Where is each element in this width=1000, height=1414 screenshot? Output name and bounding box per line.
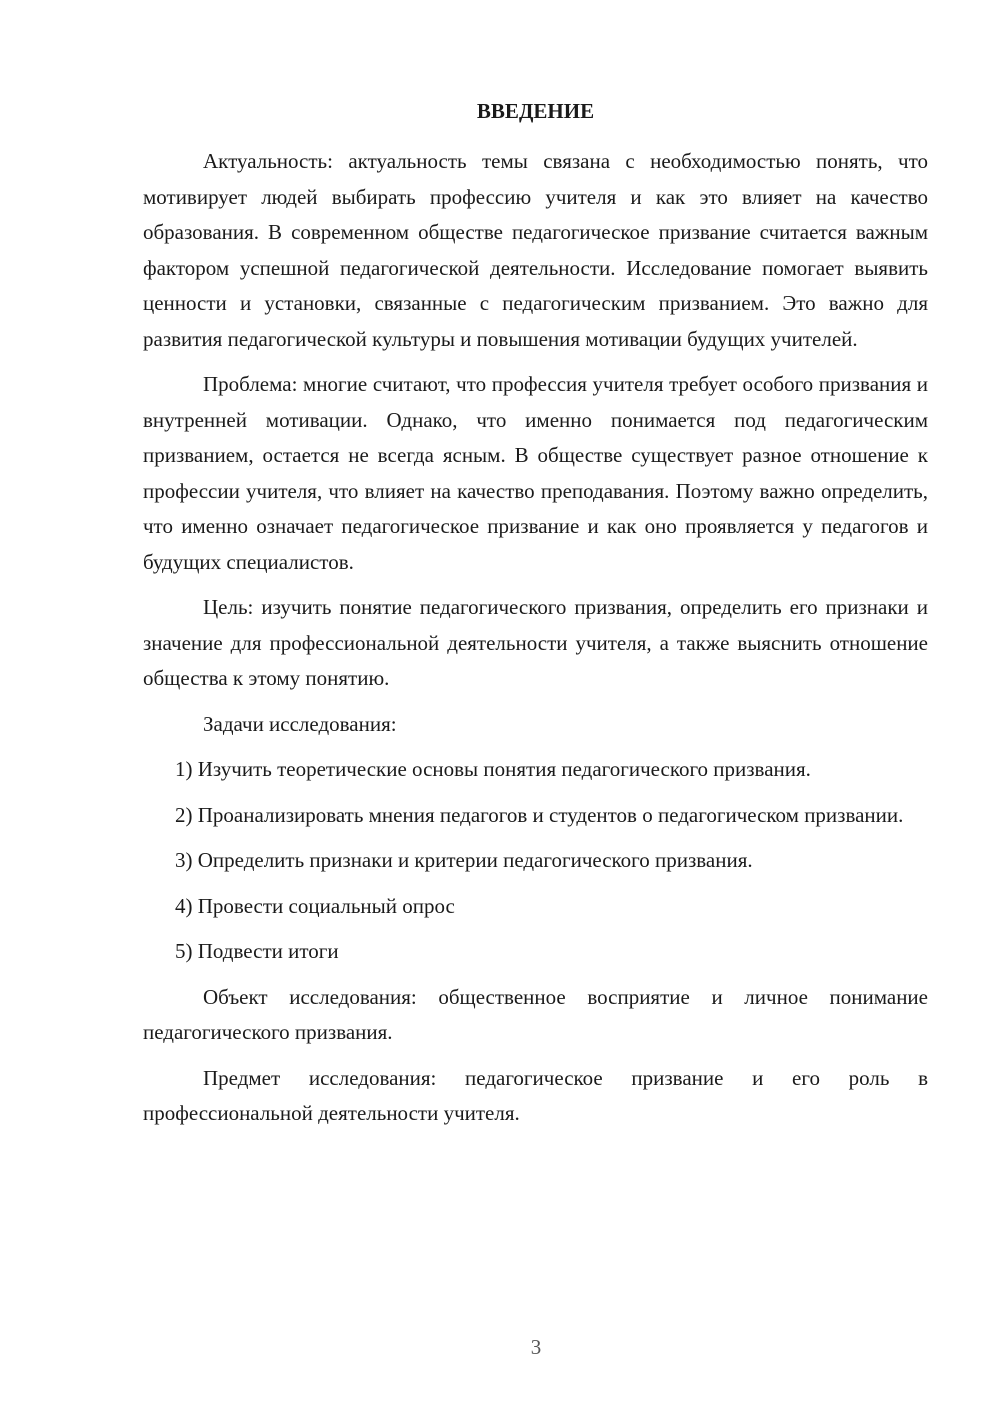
paragraph-relevance: Актуальность: актуальность темы связана с необходимостью понять, что мотивирует людей выбирать профессию учителя и как это влияет на качество образования. В современном обществе педагогическое призвание считается важным фактором успешной педагогической деятельности. Исследование помогает выявить ценности и установки, связанные с педагогическим призванием. Это важно для развития педагогической культуры и повышения мотивации будущих учителей. <box>143 149 928 351</box>
tasks-list <box>143 752 928 970</box>
paragraph-problem: Проблема: многие считают, что профессия учителя требует особого призвания и внутренней мотивации. Однако, что именно понимается под педагогическим призванием, остается не всегда ясным. В обществе существует разное отношение к профессии учителя, что влияет на качество преподавания. Поэтому важно определить, что именно означает педагогическое призвание и как оно проявляется у педагогов и будущих специалистов. <box>143 372 928 574</box>
page-number: 3 <box>530 1335 542 1359</box>
paragraph-subject: Предмет исследования: педагогическое призвание и его роль в профессиональной деятельности учителя. <box>143 1065 928 1125</box>
section-title: ВВЕДЕНИЕ <box>476 99 595 123</box>
list-item: 4) Провести социальный опрос <box>175 893 455 918</box>
list-item: 5) Подвести итоги <box>175 939 339 963</box>
paragraph-object: Объект исследования: общественное восприятие и личное понимание педагогического призвания. <box>143 984 928 1044</box>
list-item: 3) Определить признаки и критерии педагогического призвания. <box>175 848 753 872</box>
tasks-heading: Задачи исследования: <box>203 711 397 736</box>
list-item: 2) Проанализировать мнения педагогов и студентов о педагогическом призвании. <box>175 802 904 827</box>
document-page <box>143 94 928 1142</box>
paragraph-goal: Цель: изучить понятие педагогического призвания, определить его признаки и значение для профессиональной деятельности учителя, а также выяснить отношение общества к этому понятию. <box>143 595 928 690</box>
list-item: 1) Изучить теоретические основы понятия педагогического призвания. <box>175 757 811 781</box>
